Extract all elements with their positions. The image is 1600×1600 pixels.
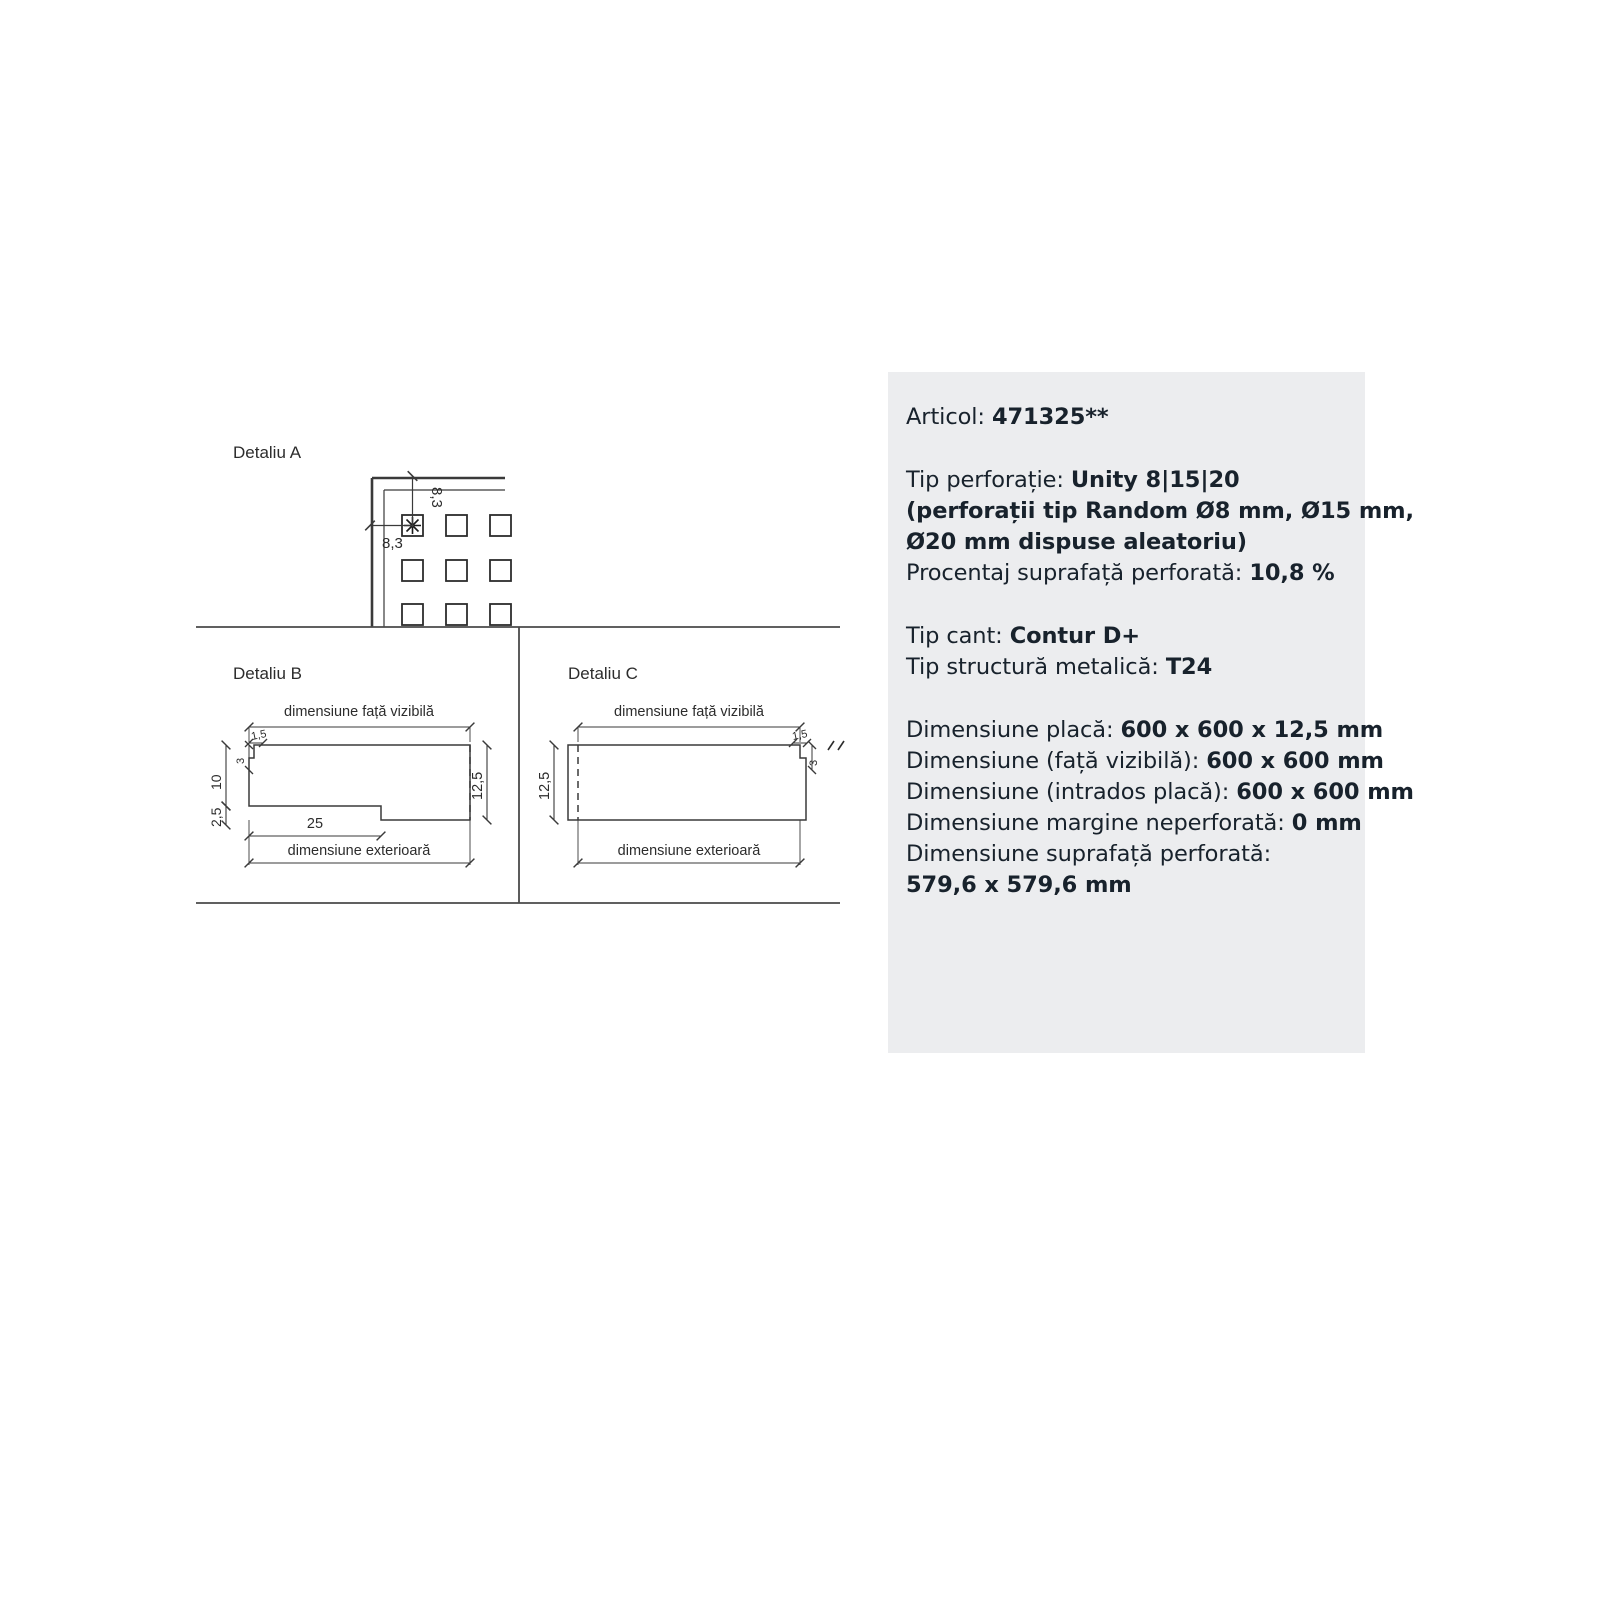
- perforation-hole: [402, 604, 423, 625]
- spec-value-articol: 471325**: [991, 404, 1109, 430]
- detail-b-dim-10-label: 10: [208, 774, 224, 790]
- detail-c-dim-step-w-label: 1,5: [791, 728, 809, 743]
- spec-group-edge: [906, 621, 1365, 683]
- spec-row-dim-placa: [906, 715, 1384, 746]
- detail-c-dim-step-h-label: 3: [808, 759, 820, 766]
- detail-b-title: Detaliu B: [233, 664, 302, 683]
- spec-row-cant: [906, 621, 1365, 652]
- detail-b-dim-ext-label: dimensiune exterioară: [287, 843, 431, 859]
- detail-c-dim-ext-label: dimensiune exterioară: [617, 843, 761, 859]
- detail-b-dim-step-w-label: 1,5: [250, 728, 268, 743]
- perforation-hole: [490, 560, 511, 581]
- detail-b-dim-face-label: dimensiune față vizibilă: [284, 704, 434, 720]
- detail-c-group: [537, 664, 844, 865]
- spec-value-cant: Contur D+: [1009, 623, 1141, 649]
- perforation-hole: [402, 560, 423, 581]
- spec-label-articol: Articol:: [906, 404, 992, 430]
- spec-label-dim-fata: Dimensiune (față vizibilă):: [906, 748, 1207, 774]
- spec-value-dim-fata: 600 x 600 mm: [1206, 748, 1384, 774]
- spec-label-perforatie: Tip perforație:: [906, 467, 1071, 493]
- detail-c-dim-thickness-label: 12,5: [537, 771, 553, 800]
- detail-a-title: Detaliu A: [233, 443, 302, 462]
- detail-b-dim-inner-label: 25: [306, 816, 324, 832]
- detail-b-profile: [249, 745, 470, 820]
- spacer: [906, 589, 1365, 621]
- perforation-hole: [446, 560, 467, 581]
- spec-row-articol: [906, 402, 1365, 433]
- spec-value-perforatie: Unity 8|15|20: [1070, 467, 1240, 493]
- spec-row-structura: [906, 652, 1365, 683]
- spec-row-perforatie-desc-1: (perforații tip Random Ø8 mm, Ø15 mm,: [906, 498, 1414, 524]
- spec-row-perforatie: [906, 465, 1365, 496]
- detail-a-dim-horizontal-label: 8,3: [382, 535, 403, 552]
- detail-c-dim-face-label: dimensiune față vizibilă: [614, 704, 764, 720]
- spec-label-procentaj: Procentaj suprafață perforată:: [906, 560, 1250, 586]
- perforation-hole: [446, 515, 467, 536]
- spacer: [906, 683, 1365, 715]
- spec-row-dim-fata: [906, 746, 1384, 777]
- spec-label-structura: Tip structură metalică:: [906, 654, 1166, 680]
- detail-c-title: Detaliu C: [568, 664, 638, 683]
- spec-group-perforation: [906, 465, 1414, 589]
- spec-row-dim-intrados: [906, 777, 1414, 808]
- spec-label-dim-intrados: Dimensiune (intrados placă):: [906, 779, 1237, 805]
- detail-b-dim-step-h-label: 3: [235, 757, 247, 764]
- perforation-hole: [446, 604, 467, 625]
- spec-row-procentaj: [906, 558, 1365, 589]
- break-symbol-icon: [828, 741, 844, 750]
- specification-panel: [888, 372, 1414, 1053]
- spec-value-dim-placa: 600 x 600 x 12,5 mm: [1120, 717, 1384, 743]
- spec-label-dim-placa: Dimensiune placă:: [906, 717, 1121, 743]
- detail-b-dim-2-5-label: 2,5: [208, 807, 224, 827]
- spec-row-dim-margine: [906, 808, 1365, 839]
- spec-value-procentaj: 10,8 %: [1249, 560, 1335, 586]
- detail-b-group: [208, 664, 487, 865]
- spec-row-dim-suprafata-label: Dimensiune suprafață perforată:: [906, 841, 1272, 867]
- spec-label-cant: Tip cant:: [906, 623, 1010, 649]
- detail-a-group: [233, 443, 511, 627]
- detail-b-dim-thickness-label: 12,5: [470, 771, 486, 800]
- spec-value-structura: T24: [1165, 654, 1213, 680]
- spacer: [906, 433, 1365, 465]
- spec-label-dim-margine: Dimensiune margine neperforată:: [906, 810, 1292, 836]
- spec-group-article: [906, 402, 1365, 433]
- detail-c-profile: [568, 745, 806, 820]
- perforation-hole: [490, 604, 511, 625]
- spec-value-dim-margine: 0 mm: [1291, 810, 1362, 836]
- detail-a-dim-vertical-label: 8,3: [428, 487, 445, 508]
- spec-row-dim-suprafata-value: 579,6 x 579,6 mm: [906, 872, 1132, 898]
- spec-group-dimensions: [906, 715, 1414, 901]
- perforation-hole: [490, 515, 511, 536]
- spec-value-dim-intrados: 600 x 600 mm: [1236, 779, 1414, 805]
- spec-row-perforatie-desc-2: Ø20 mm dispuse aleatoriu): [906, 529, 1247, 555]
- drawing-canvas: [0, 0, 880, 950]
